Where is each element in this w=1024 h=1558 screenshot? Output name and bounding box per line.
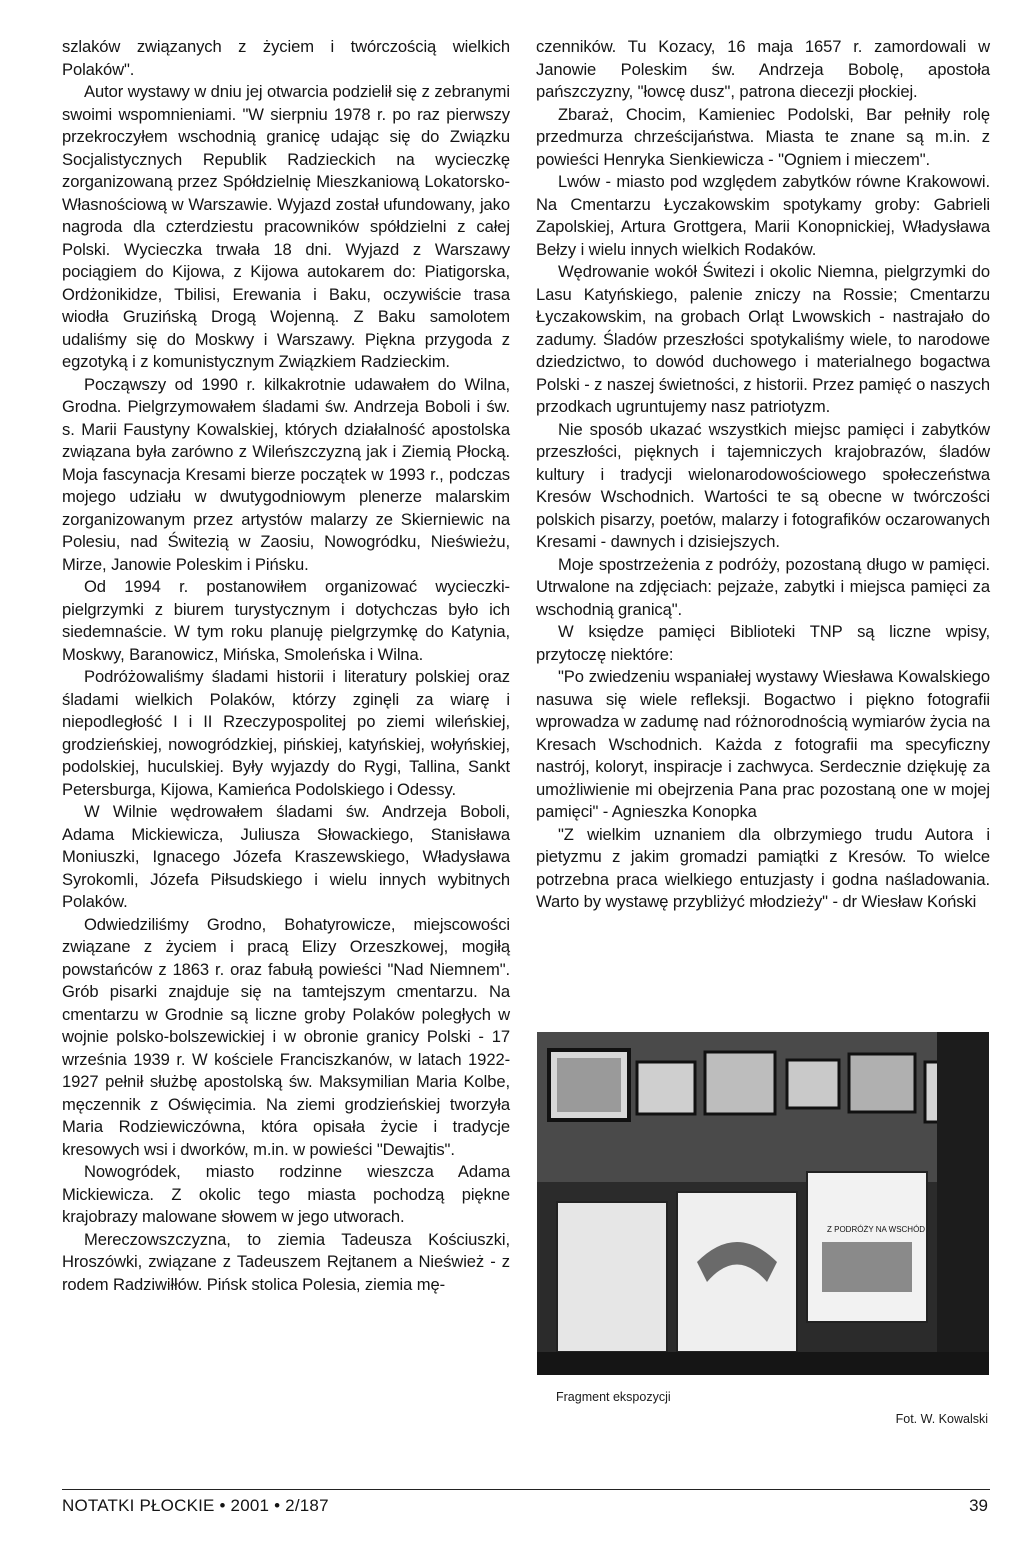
paragraph: Mereczowszczyzna, to ziemia Tadeusza Kościuszki, Hroszówki, związane z Tadeuszem Rejtanem a Nieśwież - z rodem Radziwiłłów. Pińsk stolica Polesia, ziemia mę- [62,1229,510,1294]
paragraph: czenników. Tu Kozacy, 16 maja 1657 r. zamordowali w Janowie Poleskim św. Andrzeja Bobolę, apostoła pańszczyzny, "łowcę dusz", patrona diecezji płockiej. [536,37,990,101]
paragraph: Zbaraż, Chocim, Kamieniec Podolski, Bar pełniły rolę przedmurza chrześcijaństwa. Miasta te znane są m.in. z powieści Henryka Sienkiewicza - "Ogniem i mieczem". [536,104,990,169]
paragraph: Od 1994 r. postanowiłem organizować wycieczki-pielgrzymki z biurem turystycznym i dotychczas było ich siedemnaście. W tym roku planuję pielgrzymkę do Katynia, Moskwy, Baranowicz, Mińska, Smoleńska i Wilna. [62,577,510,664]
paragraph: "Po zwiedzeniu wspaniałej wystawy Wiesława Kowalskiego nasuwa się wiele refleksji. Bogactwo i piękno fotografii wprowadza w zadumę nad różnorodnością wymiarów życia na Kresach Wschodnich. Każda z fotografii ma specyficzny nastrój, koloryt, inspiracje i zachwyca. Serdecznie dziękuję za umożliwienie mi obejrzenia Pana prac pozostaną one w mojej pamięci" - Agnieszka Konopka [536,667,990,821]
paragraph: Nowogródek, miasto rodzinne wieszcza Adama Mickiewicza. Z okolic tego miasta pochodzą piękne krajobrazy malowane słowem w jego utworach. [62,1162,510,1226]
paragraph: Odwiedziliśmy Grodno, Bohatyrowicze, miejscowości związane z życiem i pracą Elizy Orzeszkowej, mogiłą powstańców z 1863 r. oraz fabułą powieści "Nad Niemnem". Grób pisarki znajduje się na tamtejszym cmentarzu. Na cmentarzu w Grodnie są liczne groby Polaków poległych w wojnie polsko-bolszewickiej i w obronie granicy Polski - 17 września 1939 r. W kościele Franciszkanów, w latach 1922-1927 pełnił służbę apostolską św. Maksymilian Maria Kolbe, męczennik z Oświęcimia. Na ziemi grodzieńskiej tworzyła Maria Rodziewiczówna, która opisała życie i tradycje kresowych wsi i dworków, m.in. w powieści "Dewajtis". [62,914,510,1159]
right-column [536,36,990,914]
paragraph: "Z wielkim uznaniem dla olbrzymiego trudu Autora i pietyzmu z jakim gromadzi pamiątki z Kresów. To wielce potrzebna praca wielkiego entuzjasty i godna naśladowania. Warto by wystawę przybliżyć młodzieży" - dr Wiesław Koński [536,824,990,911]
paragraph: Wędrowanie wokół Świtezi i okolic Niemna, pielgrzymki do Lasu Katyńskiego, palenie zniczy na Rossie; Cmentarzu Łyczakowskim, na grobach Orląt Lwowskich - nastrajało do zadumy. Śladów przeszłości spotykaliśmy wiele, to narodowe dziedzictwo, to dowód duchowego i materialnego bogactwa Polski - z naszej świetności, z historii. Przez pamięć o naszych przodkach ugruntujemy nasz patriotyzm. [536,262,990,416]
photo-caption: Fragment ekspozycji [556,1390,671,1404]
paragraph: Moje spostrzeżenia z podróży, pozostaną długo w pamięci. Utrwalone na zdjęciach: pejzaże, zabytki i miejsca pamięci za wschodnią granicą". [536,554,990,619]
exhibition-photo [537,1032,989,1375]
paragraph: Lwów - miasto pod względem zabytków równe Krakowowi. Na Cmentarzu Łyczakowskim spotykamy groby: Gabrieli Zapolskiej, Artura Grottgera, Marii Konopnickiej, Władysława Bełzy i wielu innych wielkich Rodaków. [536,172,990,259]
page-number: 39 [969,1496,988,1515]
photo-credit: Fot. W. Kowalski [895,1412,988,1426]
left-column [62,36,510,1296]
poster-caption: Z PODRÓŻY NA WSCHÓD [827,1225,926,1234]
exhibition-photo-image [537,1032,989,1375]
paragraph: Nie sposób ukazać wszystkich miejsc pamięci i zabytków przeszłości, pięknych i tajemniczych krajobrazów, śladów kultury i tradycji wielonarodowościowego społeczeństwa Kresów Wschodnich. Wartości te są obecne w twórczości polskich pisarzy, poetów, malarzy i fotografików oczarowanych Kresami - dawnych i dzisiejszych. [536,419,990,551]
paragraph: Autor wystawy w dniu jej otwarcia podzielił się z zebranymi swoimi wspomnieniami. "W sierpniu 1978 r. po raz pierwszy przekroczyłem wschodnią granicę udając się do Związku Socjalistycznych Republik Radzieckich na wycieczkę zorganizowaną przez Spółdzielnię Mieszkaniową Lokatorsko-Własnościową w Warszawie. Wyjazd został ufundowany, jako nagroda dla czterdziestu pracowników spółdzielni z całej Polski. Wycieczka trwała 18 dni. Wyjazd z Warszawy pociągiem do Kijowa, z Kijowa autokarem do: Piatigorska, Ordżonikidze, Tbilisi, Erewania i Baku, oczywiście trasa wiodła Gruzińską Drogą Wojenną. Z Baku samolotem udaliśmy się do Moskwy i Warszawy. Piękna przygoda z egzotyką i z komunistycznym Związkiem Radzieckim. [62,82,510,371]
footer-divider [62,1489,990,1490]
paragraph: Podróżowaliśmy śladami historii i literatury polskiej oraz śladami wielkich Polaków, którzy zginęli za wiarę i niepodległość I i II Rzeczypospolitej po ziemi wileńskiej, grodzieńskiej, nowogródzkiej, pińskiej, katyńskiej, wołyńskiej, podolskiej, huculskiej. Były wyjazdy do Rygi, Tallina, Sankt Petersburga, Kijowa, Kamieńca Podolskiego i Odessy. [62,667,510,799]
paragraph: szlaków związanych z życiem i twórczością wielkich Polaków". [62,37,510,79]
paragraph: Począwszy od 1990 r. kilkakrotnie udawałem do Wilna, Grodna. Pielgrzymowałem śladami św. Andrzeja Boboli i św. s. Marii Faustyny Kowalskiej, których działalność apostolska związana była zarówno z Wileńszczyzną jak i Ziemią Płocką. Moja fascynacja Kresami bierze początek w 1993 r., podczas mojego udziału w dwutygodniowym plenerze malarskim zorganizowanym przez artystów malarzy ze Skierniewic na Polesiu, nad Świtezią w Zaosiu, Nowogródku, Nieświeżu, Mirze, Janowie Poleskim i Pińsku. [62,374,510,574]
footer-publication: NOTATKI PŁOCKIE • 2001 • 2/187 [62,1496,329,1515]
paragraph: W Wilnie wędrowałem śladami św. Andrzeja Boboli, Adama Mickiewicza, Juliusza Słowackiego, Stanisława Moniuszki, Ignacego Józefa Kraszewskiego, Władysława Syrokomli, Józefa Piłsudskiego i wielu innych wybitnych Polaków. [62,802,510,911]
paragraph: W księdze pamięci Biblioteki TNP są liczne wpisy, przytoczę niektóre: [536,622,990,664]
